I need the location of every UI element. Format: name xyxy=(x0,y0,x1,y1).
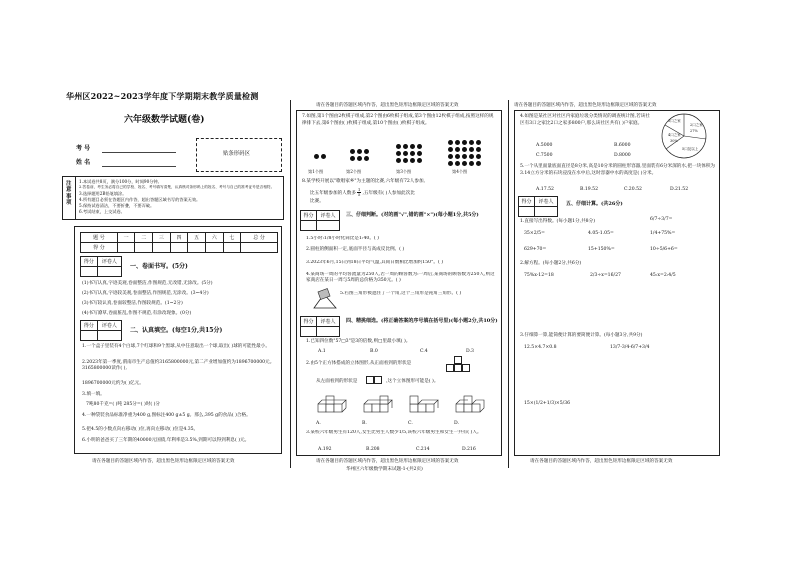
section5-p2: 2.解方程。(每小题2分,共6分) xyxy=(520,261,582,266)
grader-box xyxy=(518,196,558,217)
dot xyxy=(476,140,481,145)
figure-label: 第2个图 xyxy=(346,169,362,174)
border-note: 请在各题目的答题区域内作答，超出黑色矩形边框限定区域的答案无效 xyxy=(514,103,657,108)
dot xyxy=(410,158,415,163)
option: C. xyxy=(408,421,413,426)
divider-right xyxy=(508,100,509,468)
section4-q2b: 从左面看到的形状是 xyxy=(316,379,358,384)
section5-title: 五、仔细计算。(共26分) xyxy=(566,201,623,207)
score-cell[interactable] xyxy=(223,243,241,253)
section2-item: 4.一种袋装食品标准净重为400 g,图标注400 g±5 g。那么,395 g的食品( )合格。 xyxy=(82,413,251,418)
grader-box xyxy=(80,320,122,341)
score-header: 总 分 xyxy=(241,233,278,243)
calc-item: 15+150%= xyxy=(588,247,615,252)
score-table xyxy=(80,232,278,253)
score-header: 题 号 xyxy=(81,233,118,243)
section2-item: 7吨80千克=( )吨 285分=( )时( )分 xyxy=(86,402,160,407)
dot xyxy=(396,151,401,156)
q8-line3: 比赛。 xyxy=(310,199,324,204)
dot xyxy=(455,140,460,145)
option: C.214 xyxy=(416,447,430,452)
score-header: 三 xyxy=(153,233,171,243)
equation-item: 45:x=2:4/5 xyxy=(650,273,676,278)
dot xyxy=(455,147,460,152)
option: B. xyxy=(362,421,367,426)
option: A.5000 xyxy=(536,143,553,148)
section1-title: 一、卷面书写。(5分) xyxy=(130,263,188,270)
exam-no-label: 考 号 xyxy=(76,145,91,152)
grader-box xyxy=(80,256,122,277)
notice-item: 6.考试结束，上交试卷。 xyxy=(79,209,125,214)
grader-cell[interactable] xyxy=(81,331,98,341)
option: B.208 xyxy=(366,447,380,452)
section5-p3: 3.仔细算一算,能简便计算的要简便计算。(每小题3分,共9分) xyxy=(520,333,643,338)
solid-b xyxy=(364,396,392,412)
dot xyxy=(357,149,362,154)
score-header: 一 xyxy=(117,233,135,243)
solid-a xyxy=(318,396,346,412)
dot xyxy=(410,151,415,156)
dot xyxy=(350,156,355,161)
grader-cell[interactable] xyxy=(534,207,557,217)
section3-item: 3.2023年6月,15日到18日平均气温,其间日数相比增加约150°。( ) xyxy=(306,260,444,265)
dot xyxy=(417,151,422,156)
exam-no-field[interactable] xyxy=(102,152,176,153)
section1-item: (1)书写认真,字迹美观,卷面整洁,作图规范,无改错,无涂改。(5分) xyxy=(82,281,213,286)
dot xyxy=(448,140,453,145)
border-note: 请在各题目的答题区域内作答，超出黑色矩形边框限定区域的答案无效 xyxy=(92,459,235,464)
square xyxy=(374,376,382,384)
calc-item: 6/7÷3/7= xyxy=(650,217,673,222)
grader-header: 得分 xyxy=(301,211,317,221)
section4-q2: 2.由5个正方体搭成的立体图形,从正面看到的形状是 xyxy=(306,361,412,366)
solid-d xyxy=(456,396,484,412)
section2-item: 1.一个盒子里装有4个白球,7个红球和9个黑球,从中任意取出一个球,取出( )球的可能性最小。 xyxy=(82,344,270,349)
score-cell[interactable] xyxy=(170,243,188,253)
solid-options xyxy=(316,392,496,420)
section3-item: 2.圆柱的侧面积一定,底面半径与高成反比例。( ) xyxy=(306,247,405,252)
dot xyxy=(403,158,408,163)
option: B.6000 xyxy=(614,143,631,148)
grader-box xyxy=(300,210,340,231)
section4-q2c: ,这个立体图形可能是( )。 xyxy=(386,379,439,384)
dot-pattern-figures xyxy=(302,140,498,176)
square xyxy=(454,364,462,372)
notice-box xyxy=(62,176,284,220)
section4-title: 四、精挑细选。(将正确答案的序号填在括号里)(每小题2分,共10分) xyxy=(346,318,498,324)
dot xyxy=(364,156,369,161)
grader-cell[interactable] xyxy=(316,327,339,337)
figure-label: 第3个图 xyxy=(396,169,412,174)
divider-left xyxy=(290,100,291,468)
denominator: 5 xyxy=(357,192,361,197)
pie-label: 3口之家 xyxy=(668,119,681,123)
section3-item: 1.5小时:1/8小时化简比是1:40。( ) xyxy=(306,236,379,241)
exam-title: 华州区2022~2023学年度下学期期末教学质量检测 xyxy=(66,91,259,101)
dot xyxy=(469,140,474,145)
equation-item: 75%x-12=18 xyxy=(524,273,554,278)
score-header: 四 xyxy=(170,233,188,243)
score-cell[interactable] xyxy=(135,243,153,253)
border-note: 请在各题目的答题区域内作答，超出黑色矩形边框限定区域的答案无效 xyxy=(316,103,459,108)
section3-title: 三、仔细判断。(对的画"√",错的画"×")(每小题1分,共5分) xyxy=(346,212,479,218)
section3-item: 5.右图三角形被遮住了一个角,这个三角形是钝角三角形。( ) xyxy=(340,291,462,296)
grader-header: 得分 xyxy=(81,257,98,267)
grader-header: 得分 xyxy=(301,317,317,327)
q5-text: 5.一个从里面量底面直径是8分米,高是10分米的圆柱形容器,里面装有6分米深的水,把一块体积为3.14立方分米的石块浸没在水中后,这时容器中水的高度是( )分米。 xyxy=(520,164,716,176)
grader-box xyxy=(300,316,340,337)
section1-item: (2)书写认真,字迹较美观,卷面整洁,作图规范,无涂改。(3~4分) xyxy=(82,291,209,296)
grader-header: 评卷人 xyxy=(534,197,557,207)
square xyxy=(454,356,462,364)
grader-cell[interactable] xyxy=(97,331,121,341)
q8-line2 xyxy=(310,188,415,197)
pie-value: 30% xyxy=(670,139,678,143)
q7-text: 7.如图,第1个图由2枚棋子组成,第2个图由6枚棋子组成,第3个图由12枚棋子组成,按照这样的规律排下去,第6个图由( )枚棋子组成,第10个图由( )枚棋子组成。 xyxy=(302,114,494,126)
grader-cell[interactable] xyxy=(519,207,535,217)
dot xyxy=(462,154,467,159)
dot xyxy=(321,154,326,159)
section5-p1: 1.直接写出得数。(每小题1分,共8分) xyxy=(520,219,595,224)
section3-item: 4.某商场一周的平均客流量为250人,若一周的顾客数为:一周后,某商场的顾客数为250人,则这家商店在某日一周与5周的总价格为350元。( ) xyxy=(306,272,495,284)
calc-item: 10÷5/6+6= xyxy=(650,247,678,252)
notice-title-cell xyxy=(63,177,76,219)
q8-line2b-text: ,五年级有( )人参加此次比 xyxy=(362,191,415,196)
grader-header: 评卷人 xyxy=(316,317,339,327)
score-cell[interactable] xyxy=(153,243,171,253)
calc-item: 4.05-1.05= xyxy=(588,231,614,236)
numerator: 1 xyxy=(357,187,361,192)
dot xyxy=(462,140,467,145)
score-cell[interactable] xyxy=(241,243,278,253)
score-header: 二 xyxy=(135,233,153,243)
name-label: 姓 名 xyxy=(76,159,91,166)
border-note: 请在各题目的答题区域内作答，超出黑色矩形边框限定区域的答案无效 xyxy=(316,459,459,464)
q8-line2-text: 比五年级参加的人数多 xyxy=(310,191,356,196)
dot xyxy=(462,147,467,152)
option: C.4 xyxy=(420,349,428,354)
dot xyxy=(476,154,481,159)
grader-header: 评卷人 xyxy=(97,321,121,331)
dot xyxy=(396,158,401,163)
figure-label: 第4个图 xyxy=(452,169,468,174)
calc-item: 12.5×4.7×0.8 xyxy=(524,345,557,350)
notice-item: 1.本试卷共8页，满分100分，时间90分钟。 xyxy=(79,179,162,184)
section2-item: 3.填一填。 xyxy=(82,392,105,397)
notice-item: 4.所有题目必须在答题区内作答，超出答题区域书写的答案无效。 xyxy=(79,197,201,202)
score-row-label: 得 分 xyxy=(81,243,118,253)
score-header: 五 xyxy=(188,233,206,243)
dot xyxy=(357,156,362,161)
figure-label: 第1个图 xyxy=(308,169,324,174)
grader-header: 评卷人 xyxy=(316,211,339,221)
pie-label: 2口之家 xyxy=(690,123,703,127)
dot xyxy=(469,161,474,166)
score-cell[interactable] xyxy=(205,243,223,253)
dot xyxy=(403,144,408,149)
calc-item: 35×2/5= xyxy=(524,231,545,236)
option: B.0 xyxy=(370,349,378,354)
section4-q1: 1.已知四位数"57□3"是3的倍数,则□里最小填( )。 xyxy=(306,339,411,344)
option: A.192 xyxy=(318,447,332,452)
square xyxy=(366,376,374,384)
pie-label: 5口及以上 xyxy=(682,147,699,151)
dot xyxy=(417,144,422,149)
section1-item: (3)书写较认真,卷面较整洁,作图较规范。(1~2分) xyxy=(82,301,183,306)
option: D.216 xyxy=(462,447,476,452)
section2-item: 5.把4.5的小数点向右移动( )位,再向左移动( )位是4.35。 xyxy=(82,427,199,432)
square xyxy=(446,364,454,372)
grader-header: 得分 xyxy=(519,197,535,207)
score-cell[interactable] xyxy=(188,243,206,253)
section4-q3: 3.某校六年级男生有120人,女生比男生人数少1/5,该校六年级男生和女生一共有( )人。 xyxy=(306,430,482,435)
grader-cell[interactable] xyxy=(81,267,98,277)
dot xyxy=(350,149,355,154)
grader-cell[interactable] xyxy=(301,327,317,337)
dot xyxy=(462,161,467,166)
dot xyxy=(417,158,422,163)
q4-text: 4.如图是某社区对社区内家庭垃圾分类情况的调查统计图,若该社区有3口之家比2口之家多800户,那么该社区共有( )户家庭。 xyxy=(520,114,650,126)
dot xyxy=(410,144,415,149)
score-header: 七 xyxy=(223,233,241,243)
notice-item: 3.选择题用2B铅笔填涂。 xyxy=(79,191,127,196)
grader-cell[interactable] xyxy=(316,221,339,231)
name-field[interactable] xyxy=(102,166,176,167)
calc-item: 629+70= xyxy=(524,247,547,252)
score-header: 六 xyxy=(205,233,223,243)
section1-item: (4)书写潦草,卷面脏乱,作图不规范,有涂改现象。(0分) xyxy=(82,311,192,316)
pie-value: 27% xyxy=(690,129,698,133)
score-cell[interactable] xyxy=(117,243,135,253)
dot xyxy=(476,147,481,152)
option: A. xyxy=(316,421,321,426)
option: C.20.52 xyxy=(624,187,642,192)
dot xyxy=(455,161,460,166)
dot xyxy=(364,149,369,154)
option: D.8000 xyxy=(614,153,631,158)
dot xyxy=(448,147,453,152)
barcode-area xyxy=(196,138,282,172)
dot xyxy=(469,154,474,159)
option: D. xyxy=(454,421,459,426)
notice-item: 2.答卷前，考生务必将自己的学校、姓名、考号填写清楚，认真核对条形码上的姓名、考号与自己的准考证号是否相符。 xyxy=(79,185,275,189)
dot xyxy=(448,154,453,159)
option: D.3 xyxy=(466,349,474,354)
q8-line1: 8.某学校开展以"歌唱家乡"为主题的比赛,六年级有72人参加, xyxy=(302,179,426,184)
section2-title: 二、认真填空。(每空1分,共15分) xyxy=(130,327,223,334)
option: B.19.52 xyxy=(580,187,598,192)
section2-item: 1896700000元约为( )亿元。 xyxy=(82,381,144,386)
calc-item: 1/4+75%= xyxy=(650,231,676,236)
grader-header: 得分 xyxy=(81,321,98,331)
dot xyxy=(314,154,319,159)
option: C.7500 xyxy=(536,153,553,158)
notice-title: 注意事项 xyxy=(66,181,72,207)
dot xyxy=(476,161,481,166)
barcode-label: 贴条形码区 xyxy=(223,151,250,157)
page-footer: 华州区六年级数学期末试题-1-(共2页) xyxy=(346,467,423,472)
calc-item: 13/7-3/4-6/7+3/4 xyxy=(610,345,650,350)
solid-c xyxy=(410,396,438,412)
option: D.21.52 xyxy=(670,187,689,192)
option: A.1 xyxy=(318,349,326,354)
dot xyxy=(403,151,408,156)
calc-item: 15×(1/2+1/3)×5/36 xyxy=(524,401,571,406)
border-note: 请在各题目的答题区域内作答，超出黑色矩形边框限定区域的答案无效 xyxy=(530,459,673,464)
notice-item: 5.保持试卷清洁，不要折叠，不要弄破。 xyxy=(79,203,155,208)
dot xyxy=(469,147,474,152)
square xyxy=(462,364,470,372)
section2-item: 2.2023年第一季度,渭南市生产总值约3165800000元,第二产业增加值约为1896700000元。3165800000读作( ), xyxy=(82,360,275,372)
triangle-figure xyxy=(312,288,338,310)
dot xyxy=(396,144,401,149)
q8-fraction xyxy=(357,188,361,197)
grader-cell[interactable] xyxy=(97,267,121,277)
equation-item: 2/3÷x=16/27 xyxy=(590,273,621,278)
pie-label: 4口之家 xyxy=(668,133,681,137)
exam-subtitle: 六年级数学试题(卷) xyxy=(124,115,205,125)
grader-header: 评卷人 xyxy=(97,257,121,267)
dot xyxy=(448,161,453,166)
section2-item: 6.小明的爸爸买了三年期的40000元国债,年利率是3.5%,到期可以得到利息( )元。 xyxy=(82,438,250,443)
option: A.17.52 xyxy=(536,187,554,192)
dot xyxy=(455,154,460,159)
grader-cell[interactable] xyxy=(301,221,317,231)
